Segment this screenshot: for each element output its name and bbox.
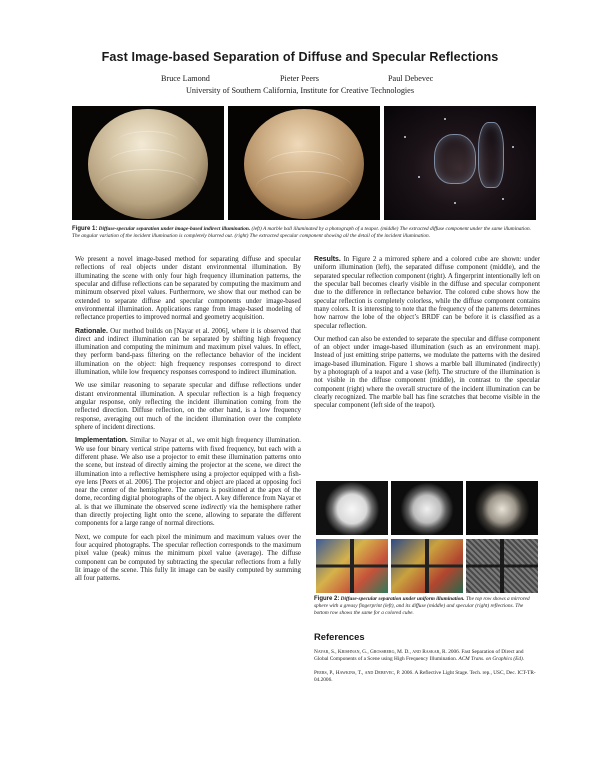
paper-title: Fast Image-based Separation of Diffuse and Specular Reflections — [101, 50, 499, 64]
figure1-caption-title: Diffuse-specular separation under image-based indirect illumination. — [98, 226, 251, 232]
reference-item: Peers, P., Hawkins, T., and Debevec, P. 2006. A Reflective Light Stage. Tech. rep., USC, Dec. ICT-TR-04.2006. — [314, 669, 536, 684]
figure1-specular-image — [384, 106, 536, 220]
left-column — [75, 256, 301, 589]
implementation-heading: Implementation. — [75, 437, 128, 445]
author-2: Pieter Peers — [280, 74, 319, 83]
references-list — [314, 649, 538, 691]
figure2-sphere-diffuse — [391, 481, 463, 535]
figure2-image-grid — [316, 481, 538, 593]
figure1-label: Figure 1: — [72, 226, 98, 232]
figure2-sphere-uniform — [316, 481, 388, 535]
figure1-diffuse-image — [228, 106, 380, 220]
implementation-paragraph-2: Next, we compute for each pixel the minimum and maximum values over the four acquired photographs. The specular reflection corresponds to the maximum pixel value (peak) minus the minimum pixel value (average). The diffuse component can be computed by subtracting the specular reflections from a fully lit image of the scene. This fully lit image can be easily computed by summing all four patterns. — [75, 533, 301, 583]
figure2-cube-uniform — [316, 539, 388, 593]
implementation-paragraph-1: Implementation. Similar to Nayar et al., we emit high frequency illumination. We use four binary vertical stripe patterns with fixed frequency, but each with a different phase. We also use a projector to emit these illumination patterns onto the scene, but instead of directly aiming the projector at the scene, we direct the illumination into a reflective hemisphere using a projector equipped with a fish-eye lens [Peers et al. 2006]. The projector and object are placed at opposing foci near the center of the hemisphere. The camera is positioned at the apex of the dome, recording digital photographs of the object. A key difference from Nayar et al. is that we illuminate the observed scene indirectly via the hemisphere rather than directly projecting light onto the scene, allowing to separate the different components for a large range of normal directions. — [75, 437, 301, 528]
figure2-caption — [314, 596, 538, 617]
figure2-caption-title: Diffuse-specular separation under uniform illumination. — [340, 596, 465, 602]
figure2-cube-specular — [466, 539, 538, 593]
references-heading: References — [314, 631, 365, 642]
abstract-paragraph: We present a novel image-based method for separating diffuse and specular reflections of real objects under distant environmental illumination. By illuminating the scene with only four high frequency illumination patterns, the specular and diffuse reflections can be separated by computing the maximum and minimum observed pixel values. Furthermore, we show that our method can be extended to separate diffuse and specular components under image-based environmental illumination. Applications range from image-based modeling of reflectance properties to improved normal and geometry acquisition. — [75, 256, 301, 322]
right-column — [314, 256, 540, 416]
figure2-label: Figure 2: — [314, 596, 340, 602]
figure2-sphere-specular — [466, 481, 538, 535]
figure2-caption-text: The top row shows a mirrored sphere with a greasy fingerprint (left), and its diffuse (middle) and specular (right) reflections. The bottom row shows the same for a colored cube. — [314, 596, 530, 616]
reference-item: Nayar, S., Krishnan, G., Grossberg, M. D., and Raskar, R. 2006. Fast Separation of Direct and Global Components of a Scene using High Frequency Illumination. ACM Trans. on Graphics (Ed). — [314, 649, 525, 663]
affiliation: University of Southern California, Institute for Creative Technologies — [185, 86, 415, 95]
results-paragraph-1: Results. In Figure 2 a mirrored sphere and a colored cube are shown: under uniform illumination (left), the separated diffuse component (middle), and the separated specular reflection component (right). A fingerprint intentionally left on the specular ball becomes clearly visible in the diffuse and specular component due to the difference in reflectance behavior. The colored cube shows how the specular reflection is completely colorless, while the diffuse component contains many colors. It is interesting to note that the frequency of the patterns determines how narrow the lobe of the object’s BRDF can be before it is classified as a specular reflection. — [314, 256, 540, 330]
results-heading: Results. — [314, 256, 341, 263]
rationale-paragraph-1: Rationale. Our method builds on [Nayar et al. 2006], where it is observed that direct and indirect illumination can be separated by shifting high frequency illumination and computing the minimum and maximum pixel values. In effect, they perform band-pass filtering on the reflectance behavior of the incident illumination on the object: high frequency responses correspond to direct illumination, while low frequency responses correspond to indirect illumination. — [75, 327, 301, 377]
rationale-paragraph-2: We use similar reasoning to separate specular and diffuse reflections under distant environmental illumination. A specular reflection is a high frequency angular response, only reflecting the incident illumination coming from the reflected direction. Diffuse reflection, on the other hand, is a low frequency response, averaging out much of the incident illumination over the complete sphere of incident directions. — [75, 382, 301, 431]
figure1-caption-text: (left) A marble ball illuminated by a photograph of a teapot. (middle) The extracted diffuse component under the same illumination. The angular variation of the incident illumination is completely blurred out. (right) The extracted specular component showing all the detail of the incident illumination. — [72, 226, 531, 239]
figure1-marble-ball-image — [72, 106, 224, 220]
rationale-heading: Rationale. — [75, 327, 108, 335]
figure2-cube-diffuse — [391, 539, 463, 593]
author-3: Paul Debevec — [388, 74, 434, 83]
author-1: Bruce Lamond — [161, 74, 210, 83]
results-paragraph-2: Our method can also be extended to separate the specular and diffuse component of an object under image-based illumination (such as an environment map). Instead of just emitting stripe patterns, we modulate the patterns with the desired image-based illumination. Figure 1 shows a marble ball illuminated (indirectly) by a photograph of a teapot and a vase (left). The structure of the illumination is not visible in the diffuse component (middle), in contrast to the specular component (right) where the overall structure of the incident illumination can be clearly recognized. The marble ball has fine scratches that become visible in the specular component (left side of the teapot). — [314, 335, 540, 410]
figure1-caption — [72, 226, 536, 240]
